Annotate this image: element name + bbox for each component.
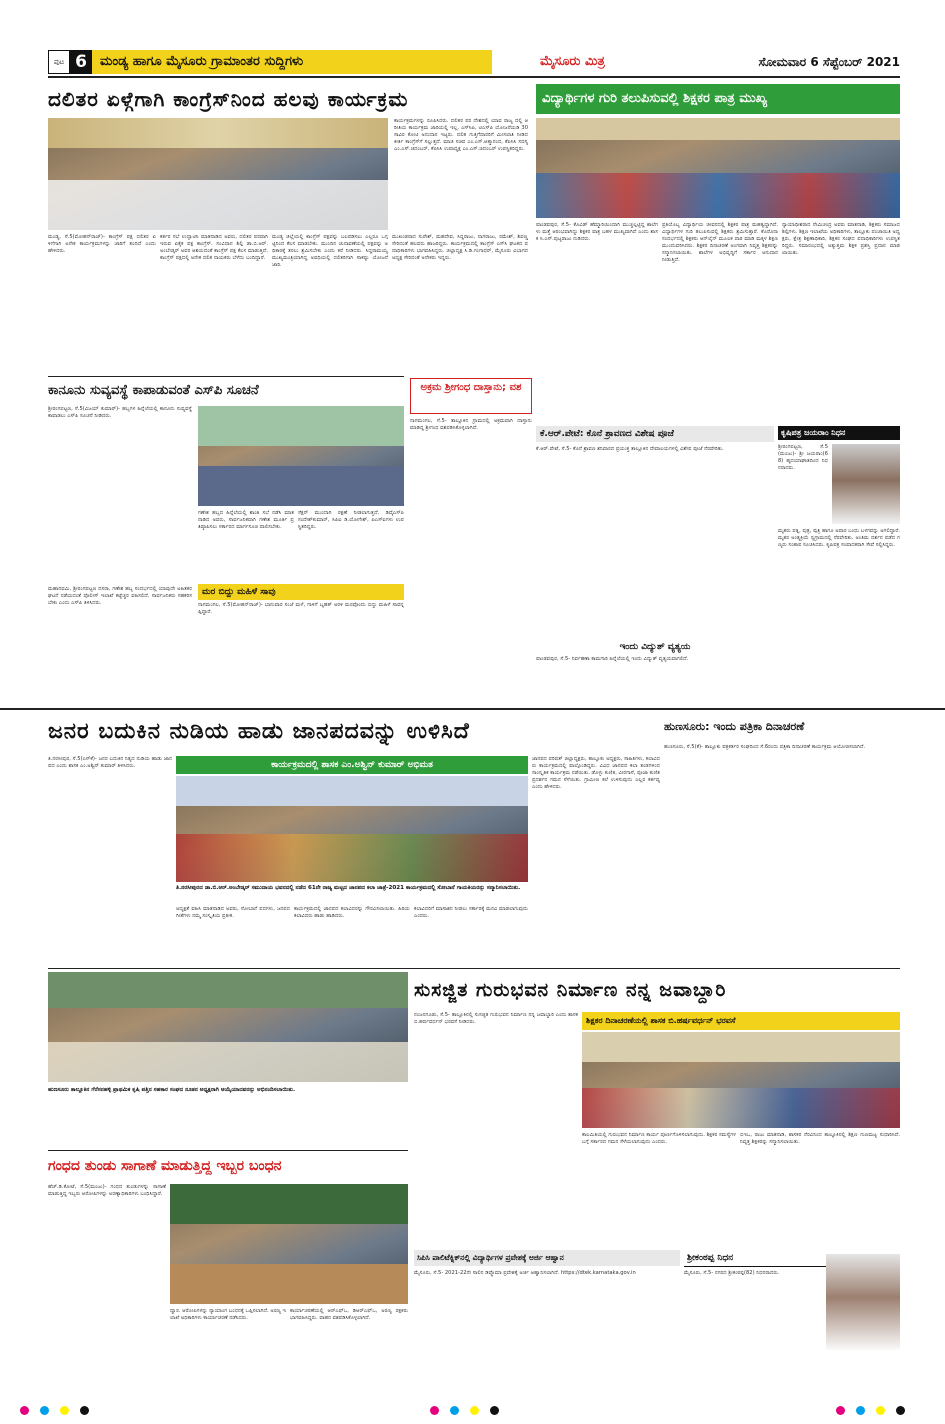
krpete-bar [536,426,774,442]
reg-mark-yellow-c [470,1406,479,1415]
body-hunsur: ಹುಣಸೂರು, ಸೆ.5(ಕೆ)- ತಾಲ್ಲೂಕು ಪತ್ರಕರ್ತರ ಸಂಘದಿಂದ ಸೆ.6ರಂದು ಪತ್ರಿಕಾ ದಿನಾಚರಣೆ ಕಾರ್ಯಕ್ರಮ ಆಯೋಜಿಸಲಾಗಿದೆ. [664,744,866,750]
body-folk-c1: ತಿ.ನರಸೀಪುರ, ಸೆ.5(ಎಸ್‌ಕೆ)- ಜನರ ಬದುಕಿನ ನಿತ್ಯದ ನುಡಿಯ ಹಾಡು ಜಾನಪದ ಎಂದು ಶಾಸಕ ಎಂ.ಅಶ್ವಿನ್ ಕುಮಾರ್ ತಿಳಿಸಿದರು. [48,756,172,769]
reg-mark-cyan [40,1406,49,1415]
headline-sandalwood: ಅಕ್ರಮ ಶ್ರೀಗಂಧ ದಾಸ್ತಾನು; ವಶ [420,382,522,393]
body-arrest-c3: ಕಾರ್ಯಾಚರಣೆಯಲ್ಲಿ ಆರ್‌ಎಫ್‌ಒ, ಡಿಆರ್‌ಎಫ್‌ಒ, ಅರಣ್ಯ ರಕ್ಷಕರು ಭಾಗವಹಿಸಿದ್ದರು. ವಾಹನ ವಶಪಡಿಸಿಕೊಳ್ಳಲಾಗಿದೆ. [290,1308,408,1321]
body-sp-c1: ಶ್ರೀರಂಗಪಟ್ಟಣ, ಸೆ.5(ವಿಜಯ್ ಕುಮಾರ್)- ಹಬ್ಬಗಳ ಹಿನ್ನೆಲೆಯಲ್ಲಿ ಕಾನೂನು ಸುವ್ಯವಸ್ಥೆ ಕಾಪಾಡಲು ಎಸ್‌ಪಿ ಸೂಚನೆ ನೀಡಿದರು. [48,406,192,419]
body-guru-c2: ಕಾಲಮಿತಿಯಲ್ಲಿ ಗುರುಭವನ ನಿರ್ಮಾಣ ಕಾರ್ಯ ಪೂರ್ಣಗೊಳಿಸಲಾಗುವುದು. ಶಿಕ್ಷಕರ ಸಮಸ್ಯೆಗಳ ಬಗ್ಗೆ ಸರ್ಕಾರದ ಗಮನ ಸೆಳೆಯಲಾಗುವುದು ಎಂದರು. [582,1132,736,1145]
rule-mid [0,708,945,710]
headline-obit1: ಕೃಷಿಪತ್ರ ಜಯರಾಂ ನಿಧನ [781,428,846,437]
rule-lower [48,968,900,969]
body-folk-c3: ಕಾರ್ಯಕ್ರಮದಲ್ಲಿ ಜಾನಪದ ಕಲಾವಿದರನ್ನು ಗೌರವಿಸಲಾಯಿತು. ಹಿರಿಯ ಕಲಾವಿದರು ಹಾಡು ಹಾಡಿದರು. [294,906,410,919]
photo-congress-meeting [48,118,388,230]
body-sp-c3: ಸೆಕ್ಷನ್ ಮುಂದಾಗಿ ರಕ್ಷಣೆ ನೀಡಲಾಗುತ್ತದೆ. ಡಿವೈಎಸ್‌ಪಿ ಸಂದೇಶ್‌ಕುಮಾರ್, ಸಿಪಿಐ ಡಿ.ಯೋಗೇಶ್, ಪಿಎಸ್‌ಐಗಳು ಉಪಸ್ಥಿತರಿದ್ದರು. [298,510,404,530]
guru-sub-bar [582,1012,900,1030]
photo-cooperative-group [48,972,408,1082]
body-teachers-c2: ಪ್ರತಿಯೊಬ್ಬ ವಿದ್ಯಾರ್ಥಿಯ ಜೀವನದಲ್ಲಿ ಶಿಕ್ಷಕರ ಪಾತ್ರ ಮಹತ್ವದ್ದಾಗಿದೆ. ವಿದ್ಯಾರ್ಥಿಗಳ ಗುರಿ ತಲುಪಿಸುವಲ್ಲಿ ಶಿಕ್ಷಕರು ಶ್ರಮಿಸುತ್ತಾರೆ. ಕೊರೊನಾ ಸಂದರ್ಭದಲ್ಲಿ ಶಿಕ್ಷಕರು ಆನ್‌ಲೈನ್ ಮೂಲಕ ಪಾಠ ಮಾಡಿ ಮಕ್ಕಳ ಶಿಕ್ಷಣ ಮುಂದುವರಿಸಿದರು. ಶಿಕ್ಷಕರ ದಿನಾಚರಣೆ ಅಂಗವಾಗಿ ನಿವೃತ್ತ ಶಿಕ್ಷಕರನ್ನು ಸನ್ಮಾನಿಸಲಾಯಿತು. ಶಾಲೆಗಳ ಅಭಿವೃದ್ಧಿಗೆ ಸರ್ಕಾರ ಅನುದಾನ ನೀಡುತ್ತಿದೆ. [662,222,778,263]
body-congress-c4: ಮುಖಂಡರಾದ ಸುರೇಶ್, ಮಹದೇವ, ಸಿದ್ದರಾಜು, ನಾಗರಾಜು, ರಮೇಶ್, ಶಿವಣ್ಣ ಸೇರಿದಂತೆ ಹಲವರು ಹಾಜರಿದ್ದರು. ಕಾರ್ಯಕ್ರಮದಲ್ಲಿ ಕಾಂಗ್ರೆಸ್ ಎಸ್‌ಸಿ ಘಟಕದ ಪದಾಧಿಕಾರಿಗಳು ಭಾಗವಹಿಸಿದ್ದರು. ಜಿಲ್ಲಾಧ್ಯಕ್ಷ ಸಿ.ಡಿ.ಗಂಗಾಧರ್, ಮೈಸೂರು ವಿಭಾಗದ ಅಧ್ಯಕ್ಷ ಸೇರಿದಂತೆ ಅನೇಕರು ಇದ್ದರು. [392,234,528,261]
headline-tree: ಮರ ಬಿದ್ದು ಮಹಿಳೆ ಸಾವು [202,587,276,597]
body-congress-right: ಕಾರ್ಯಕ್ರಮಗಳನ್ನು ರೂಪಿಸಿದರು. ದಲಿತರ ಪರ ದೇಶದಲ್ಲಿ ಯಾವ ರಾಜ್ಯ ದಲ್ಲಿ ಆ ರೀತಿಯ ಕಾರ್ಯಕ್ರಮ ಜಾರಿಯಲ್ಲಿ ಇಲ್ಲ. ಎಸ್‌ಸಿಪಿ, ಟಿಎಸ್‌ಪಿ ಯೋಜನೆಯಡಿ 30 ಸಾವಿರ ಕೋಟಿ ಅನುದಾನ ಇಟ್ಟರು. ದಲಿತ ಗುತ್ತಿಗೆದಾರರಿಗೆ ಮೀಸಲಾತಿ ನೀಡಿದ ಕೀರ್ತಿ ಕಾಂಗ್ರೆಸ್‌ಗೆ ಸಲ್ಲುತ್ತದೆ. ಮಾಜಿ ಸಚಿವ ಎಂ.ಎಸ್.ಆತ್ಮಾನಂದ, ಕೆಪಿಸಿಸಿ ಸದಸ್ಯ ಎಂ.ಎಸ್.ಚಿದಂಬರ್, ಕೆಪಿಸಿಸಿ ಉಪಾಧ್ಯಕ್ಷ ಎಂ.ಎಸ್.ಚಿದಂಬರ್ ಉಪಸ್ಥಿತರಿದ್ದರು. [394,118,528,152]
reg-mark-black-r [896,1406,905,1415]
folk-sub-bar [176,756,528,774]
body-arrest-c1: ಹೆಚ್.ಡಿ.ಕೋಟೆ, ಸೆ.5(ಮಂಜು)- ಗಂಧದ ತುಂಡುಗಳನ್ನು ಸಾಗಾಣೆ ಮಾಡುತ್ತಿದ್ದ ಇಬ್ಬರು ಆರೋಪಿಗಳನ್ನು ಅರಣ್ಯಾಧಿಕಾರಿಗಳು ಬಂಧಿಸಿದ್ದಾರೆ. [48,1184,166,1197]
guru-subheadline: ಶಿಕ್ಷಕರ ದಿನಾಚರಣೆಯಲ್ಲಿ ಶಾಸಕ ಬಿ.ಹರ್ಷವರ್ಧನ್ ಭರವಸೆ [586,1016,736,1025]
body-polytechnic: ಮೈಸೂರು, ಸೆ.5- 2021-22ನೇ ಸಾಲಿನ ಡಿಪ್ಲೊಮಾ ಪ್ರವೇಶಕ್ಕೆ ಅರ್ಜಿ ಆಹ್ವಾನಿಸಲಾಗಿದೆ. https://dtek.karnataka.gov.in [414,1270,636,1276]
headline-gurubhavan: ಸುಸಜ್ಜಿತ ಗುರುಭವನ ನಿರ್ಮಾಣ ನನ್ನ ಜವಾಬ್ದಾರಿ [414,979,727,1001]
body-sp-c2: ಗಣೇಶ ಹಬ್ಬದ ಹಿನ್ನೆಲೆಯಲ್ಲಿ ಶಾಂತಿ ಸಭೆ ನಡೆಸಿ ಮಾತನಾಡಿದ ಅವರು, ಸಾರ್ವಜನಿಕವಾಗಿ ಗಣೇಶ ಮೂರ್ತಿ ಪ್ರತಿಷ್ಠಾಪಿಸಲು ಸರ್ಕಾರದ ಮಾರ್ಗಸೂಚಿ ಪಾಲಿಸಬೇಕು. [198,510,294,530]
body-obit1-a: ಶ್ರೀರಂಗಪಟ್ಟಣ, ಸೆ.5(ಮಂಜು)- ಶ್ರೀ ಜಯರಾಂ(68) ಹೃದಯಾಘಾತದಿಂದ ನಿಧನರಾದರು. [778,444,828,471]
body-congress-c1: ಮಂಡ್ಯ, ಸೆ.5(ಮೋಹನ್‌ರಾಜ್)- ಕಾಂಗ್ರೆಸ್ ಪಕ್ಷ ದಲಿತರ ಏಳಿಗೆಗಾಗಿ ಅನೇಕ ಕಾರ್ಯಕ್ರಮಗಳನ್ನು ಜಾರಿಗೆ ತಂದಿದೆ ಎಂದು ಹೇಳಿದರು. [48,234,156,254]
photo-obit2-portrait [826,1254,900,1350]
masthead: ಮೈಸೂರು ಮಿತ್ರ [540,54,605,69]
reg-mark-black-c [490,1406,499,1415]
body-folk-c5: ಜಾನಪದ ಪರಿಷತ್ ಜಿಲ್ಲಾಧ್ಯಕ್ಷರು, ತಾಲ್ಲೂಕು ಅಧ್ಯಕ್ಷರು, ಸಾಹಿತಿಗಳು, ಕಲಾವಿದರು ಕಾರ್ಯಕ್ರಮದಲ್ಲಿ ಪಾಲ್ಗೊಂಡಿದ್ದರು. ವಿವಿಧ ಜಾನಪದ ಕಲಾ ತಂಡಗಳಿಂದ ಸಾಂಸ್ಕೃತಿಕ ಕಾರ್ಯಕ್ರಮ ನಡೆಯಿತು. ಡೊಳ್ಳು ಕುಣಿತ, ವೀರಗಾಸೆ, ಪೂಜಾ ಕುಣಿತ ಪ್ರದರ್ಶನ ಗಮನ ಸೆಳೆಯಿತು. ಗ್ರಾಮೀಣ ಕಲೆ ಉಳಿಸುವುದು ಎಲ್ಲರ ಕರ್ತವ್ಯ ಎಂದು ಹೇಳಿದರು. [532,756,660,790]
headline-teachers-bar [536,84,900,114]
body-folk-c2: ಅಧ್ಯಕ್ಷತೆ ವಹಿಸಿ ಮಾತನಾಡಿದ ಅವರು, ಸೋಬಾನೆ ಪದಗಳು, ಜನಪದ ಗೀತೆಗಳು ನಮ್ಮ ಸಂಸ್ಕೃತಿಯ ಪ್ರತೀಕ. [176,906,290,919]
reg-mark-cyan-c [450,1406,459,1415]
rule-arrest-top [48,1150,408,1151]
folk-subheadline: ಕಾರ್ಯಕ್ರಮದಲ್ಲಿ ಶಾಸಕ ಎಂ.ಅಶ್ವಿನ್ ಕುಮಾರ್ ಅಭಿಮತ [271,760,433,770]
photo-teachers-felicitation [536,118,900,218]
reg-mark-yellow-r [876,1406,885,1415]
headline-teachers: ವಿದ್ಯಾರ್ಥಿಗಳ ಗುರಿ ತಲುಪಿಸುವಲ್ಲಿ ಶಿಕ್ಷಕರ ಪಾತ್ರ ಮುಖ್ಯ [542,91,768,106]
body-congress-c3: ಮಂಡ್ಯ ಜಿಲ್ಲೆಯಲ್ಲಿ ಕಾಂಗ್ರೆಸ್ ಪಕ್ಷವನ್ನು ಬಲಪಡಿಸಲು ಎಲ್ಲರೂ ಒಗ್ಗಟ್ಟಿನಿಂದ ಕೆಲಸ ಮಾಡಬೇಕು. ಮುಂದಿನ ಚುನಾವಣೆಯಲ್ಲಿ ಪಕ್ಷವನ್ನು ಅಧಿಕಾರಕ್ಕೆ ತರಲು ಶ್ರಮಿಸಬೇಕು ಎಂದು ಕರೆ ನೀಡಿದರು. ಸಿದ್ದರಾಮಯ್ಯ ಮುಖ್ಯಮಂತ್ರಿಯಾಗಿದ್ದ ಅವಧಿಯಲ್ಲಿ ದಲಿತರಿಗಾಗಿ ಸಾಕಷ್ಟು ಯೋಜನೆ ಜಾರಿ. [272,234,388,268]
reg-mark-cyan-r [856,1406,865,1415]
headline-arrest: ಗಂಧದ ತುಂಡು ಸಾಗಾಣೆ ಮಾಡುತ್ತಿದ್ದ ಇಬ್ಬರ ಬಂಧನ [48,1158,282,1174]
body-sp-c4: ಮಹಾನವಮಿ, ಶ್ರೀರಂಗಪಟ್ಟಣ ದಸರಾ, ಗಣೇಶ ಹಬ್ಬ ಸಂದರ್ಭದಲ್ಲಿ ಯಾವುದೇ ಅಹಿತಕರ ಘಟನೆ ನಡೆಯದಂತೆ ಪೊಲೀಸ್ ಇಲಾಖೆ ಕಟ್ಟೆಚ್ಚರ ವಹಿಸಲಿದೆ. ಸಾರ್ವಜನಿಕರು ಸಹಕರಿಸಬೇಕು ಎಂದು ಎಸ್‌ಪಿ ತಿಳಿಸಿದರು. [48,586,192,606]
sandalwood-box [410,378,532,414]
body-krpete: ಕೆ.ಆರ್.ಪೇಟೆ, ಸೆ.5- ಕೊನೆ ಶ್ರಾವಣ ಶನಿವಾರದ ಪ್ರಯುಕ್ತ ತಾಲ್ಲೂಕಿನ ದೇವಾಲಯಗಳಲ್ಲಿ ವಿಶೇಷ ಪೂಜೆ ನೆರವೇರಿತು. [536,446,724,452]
headline-polytechnic: ಸಿಪಿಸಿ ಪಾಲಿಟೆಕ್ನಿಕ್‌ನಲ್ಲಿ ವಿದ್ಯಾರ್ಥಿಗಳ ಪ್ರವೇಶಕ್ಕೆ ಅರ್ಜಿ ಆಹ್ವಾನ [417,1253,564,1262]
body-tree: ನಾಗಮಂಗಲ, ಸೆ.5(ಮೋಹನ್‌ರಾಜ್)- ಭಾನುವಾರ ಸಂಜೆ ಮಳೆ, ಗಾಳಿಗೆ ಬೃಹತ್ ಅರಳಿ ಮರವೊಂದು ಬಿದ್ದು ಮಹಿಳೆ ಸಾವನ್ನಪ್ಪಿದ್ದಾರೆ. [198,602,404,615]
headline-krpete: ಕೆ.ಆರ್.ಪೇಟೆ: ಕೊನೆ ಶ್ರಾವಣದ ವಿಶೇಷ ಪೂಜೆ [540,429,674,439]
body-obit2: ಮೈಸೂರು, ಸೆ.5- ನಗರದ ಶ್ರೀಕಂಠಪ್ಪ(82) ನಿಧನರಾದರು. [684,1270,780,1276]
obit1-bar [778,426,900,440]
reg-mark-magenta [20,1406,29,1415]
body-sandalwood: ನಾಗಮಂಗಲ, ಸೆ.5- ತಾಲ್ಲೂಕಿನ ಗ್ರಾಮದಲ್ಲಿ ಅಕ್ರಮವಾಗಿ ದಾಸ್ತಾನು ಮಾಡಿದ್ದ ಶ್ರೀಗಂಧ ವಶಪಡಿಸಿಕೊಳ್ಳಲಾಗಿದೆ. [410,418,532,431]
caption-cooperative: ಹುಣಸೂರು ತಾಲ್ಲೂಕಿನ ಗೆರೆಸನಹಳ್ಳಿ ಪ್ರಾಥಮಿಕ ಕೃಷಿ ಪತ್ತಿನ ಸಹಕಾರ ಸಂಘದ ನೂತನ ಅಧ್ಯಕ್ಷರಾಗಿ ಆಯ್ಕೆಯಾದವರನ್ನು ಅಭಿನಂದಿಸಲಾಯಿತು. [48,1087,296,1093]
header-rule [48,76,900,78]
rule-sp-top [48,376,404,377]
page-header [48,50,900,74]
page-label: ಪುಟ [48,50,70,74]
reg-mark-yellow [60,1406,69,1415]
body-power: ಪಾಂಡವಪುರ, ಸೆ.5- ನಿರ್ವಹಣಾ ಕಾಮಗಾರಿ ಹಿನ್ನೆಲೆಯಲ್ಲಿ ಇಂದು ವಿದ್ಯುತ್ ವ್ಯತ್ಯಯವಾಗಲಿದೆ. [536,656,689,662]
photo-guru-felicitation [582,1032,900,1128]
reg-mark-magenta-c [430,1406,439,1415]
photo-sp-meeting [198,406,404,506]
body-congress-c2: ಕರ್ತರ ಸಭೆ ಉದ್ಘಾಟಿಸಿ ಮಾತನಾಡಿದ ಅವರು, ದಲಿತರ ಪರವಾಗಿ ಇರುವ ಏಕೈಕ ಪಕ್ಷ ಕಾಂಗ್ರೆಸ್. ಸಂವಿಧಾನ ಶಿಲ್ಪಿ ಡಾ.ಬಿ.ಆರ್.ಅಂಬೇಡ್ಕರ್ ಅವರ ಆಶಯದಂತೆ ಕಾಂಗ್ರೆಸ್ ಪಕ್ಷ ಕೆಲಸ ಮಾಡುತ್ತಿದೆ. ಕಾಂಗ್ರೆಸ್ ಪಕ್ಷದಲ್ಲಿ ಅನೇಕ ದಲಿತ ನಾಯಕರು ಬೆಳೆದು ಬಂದಿದ್ದಾರೆ. [160,234,268,261]
body-arrest-c2: ದ್ವಾರ. ಆರೋಪಿಗಳನ್ನು ನ್ಯಾಯಾಂಗ ಬಂಧನಕ್ಕೆ ಒಪ್ಪಿಸಲಾಗಿದೆ. ಅರಣ್ಯ ಇಲಾಖೆ ಅಧಿಕಾರಿಗಳು ಕಾರ್ಯಾಚರಣೆ ನಡೆಸಿದರು. [170,1308,286,1321]
reg-mark-magenta-r [836,1406,845,1415]
caption-folk: ತಿ.ನರಸೀಪುರದ ಡಾ.ಬಿ.ಆರ್.ಅಂಬೇಡ್ಕರ್ ಸಮುದಾಯ ಭವನದಲ್ಲಿ ನಡೆದ 61ನೇ ರಾಜ್ಯ ಮಟ್ಟದ ಜಾನಪದ ಕಲಾ ಜಾತ್ರೆ-2021 ಕಾರ್ಯಕ್ರಮದಲ್ಲಿ ಸೋಬಾನೆ ಗಾಯಕಿಯರನ್ನು ಸನ್ಮಾನಿಸಲಾಯಿತು. [176,885,521,891]
headline-obit2: ಶ್ರೀಕಂಠಪ್ಪ ನಿಧನ [687,1253,734,1263]
headline-sp: ಕಾನೂನು ಸುವ್ಯವಸ್ಥೆ ಕಾಪಾಡುವಂತೆ ಎಸ್‌ಪಿ ಸೂಚನೆ [48,383,259,398]
photo-folk-felicitation [176,776,528,882]
body-teachers-c1: ಪಾಂಡವಪುರ, ಸೆ.5- ಕೊವಿಡ್ ಹೆಮ್ಮಾರಿಯಿಂದಾಗಿ ಮುಚ್ಚಲ್ಪಟ್ಟಿದ್ದ ಶಾಲೆಗಳು ಮತ್ತೆ ಆರಂಭವಾಗಿದ್ದು ಶಿಕ್ಷಕರ ಪಾತ್ರ ಬಹಳ ಮುಖ್ಯವಾಗಿದೆ ಎಂದು ಶಾಸಕ ಸಿ.ಎಸ್.ಪುಟ್ಟರಾಜು ನುಡಿದರು. [536,222,658,242]
headline-folk: ಜನರ ಬದುಕಿನ ನುಡಿಯ ಹಾಡು ಜಾನಪದವನ್ನು ಉಳಿಸಿದೆ [48,719,470,744]
section-title: ಮಂಡ್ಯ ಹಾಗೂ ಮೈಸೂರು ಗ್ರಾಮಾಂತರ ಸುದ್ದಿಗಳು [92,50,492,74]
tree-box [198,584,404,600]
page-number: 6 [70,50,92,74]
photo-obit1-portrait [832,444,900,524]
headline-power: ಇಂದು ವಿದ್ಯುತ್ ವ್ಯತ್ಯಯ [619,642,691,652]
poly-bar [414,1250,680,1266]
body-teachers-c3: ನ್ಯಾಯಾಧೀಶರಾದ ನೇಮಿಚಂದ್ರ ಅವರು ಮಾತನಾಡಿ, ಶಿಕ್ಷಕರು ಸಮಾಜದ ಶಿಲ್ಪಿಗಳು. ಶಿಕ್ಷಣ ಇಲಾಖೆಯ ಅಧಿಕಾರಿಗಳು, ತಾಲ್ಲೂಕು ಪಂಚಾಯಿತಿ ಅಧ್ಯಕ್ಷರು, ಕ್ಷೇತ್ರ ಶಿಕ್ಷಣಾಧಿಕಾರಿ, ಶಿಕ್ಷಕರ ಸಂಘದ ಪದಾಧಿಕಾರಿಗಳು ಉಪಸ್ಥಿತರಿದ್ದರು. ಸಮಾರಂಭದಲ್ಲಿ ಅತ್ಯುತ್ತಮ ಶಿಕ್ಷಕ ಪ್ರಶಸ್ತಿ ಪ್ರದಾನ ಮಾಡಲಾಯಿತು. [782,222,900,256]
headline-congress: ದಲಿತರ ಏಳ್ಗೆಗಾಗಿ ಕಾಂಗ್ರೆಸ್‌ನಿಂದ ಹಲವು ಕಾರ್ಯಕ್ರಮ [48,87,409,111]
body-folk-c4: ಕಲಾವಿದರಿಗೆ ಮಾಸಾಶನ ನೀಡಲು ಸರ್ಕಾರಕ್ಕೆ ಮನವಿ ಮಾಡಲಾಗುವುದು ಎಂದರು. [414,906,528,919]
headline-hunsur: ಹುಣಸೂರು: ಇಂದು ಪತ್ರಿಕಾ ದಿನಾಚರಣೆ [664,720,805,733]
photo-arrest-seized [170,1184,408,1304]
reg-mark-black [80,1406,89,1415]
issue-date: ಸೋಮವಾರ 6 ಸೆಪ್ಟೆಂಬರ್ 2021 [758,55,900,69]
body-guru-c1: ನಂಜನಗೂಡು, ಸೆ.5- ತಾಲ್ಲೂಕಿನಲ್ಲಿ ಸುಸಜ್ಜಿತ ಗುರುಭವನ ನಿರ್ಮಾಣ ನನ್ನ ಜವಾಬ್ದಾರಿ ಎಂದು ಶಾಸಕ ಬಿ.ಹರ್ಷವರ್ಧನ್ ಭರವಸೆ ನೀಡಿದರು. [414,1012,578,1025]
body-obit1-b: ಮೃತರು ಪತ್ನಿ, ಪುತ್ರ, ಪುತ್ರಿ ಹಾಗೂ ಅಪಾರ ಬಂಧು ಬಳಗವನ್ನು ಅಗಲಿದ್ದಾರೆ. ಮೃತರ ಅಂತ್ಯಕ್ರಿಯೆ ಸ್ವಗ್ರಾಮದಲ್ಲಿ ನೆರವೇರಿತು. ಅಂತಿಮ ದರ್ಶನ ಪಡೆದ ಗಣ್ಯರು ಸಂತಾಪ ಸೂಚಿಸಿದರು. ಕೃಷಿಪತ್ರ ಸಂಪಾದಕರಾಗಿ ಸೇವೆ ಸಲ್ಲಿಸಿದ್ದರು. [778,528,900,548]
body-guru-c3: ಬಿಇಒ, ರಾಜು ಮಾತನಾಡಿ, ಶಾಸಕರ ನೆರವಿನಿಂದ ತಾಲ್ಲೂಕಿನಲ್ಲಿ ಶಿಕ್ಷಣ ಗುಣಮಟ್ಟ ಸುಧಾರಿಸಿದೆ. ನಿವೃತ್ತ ಶಿಕ್ಷಕರನ್ನು ಸನ್ಮಾನಿಸಲಾಯಿತು. [740,1132,900,1145]
